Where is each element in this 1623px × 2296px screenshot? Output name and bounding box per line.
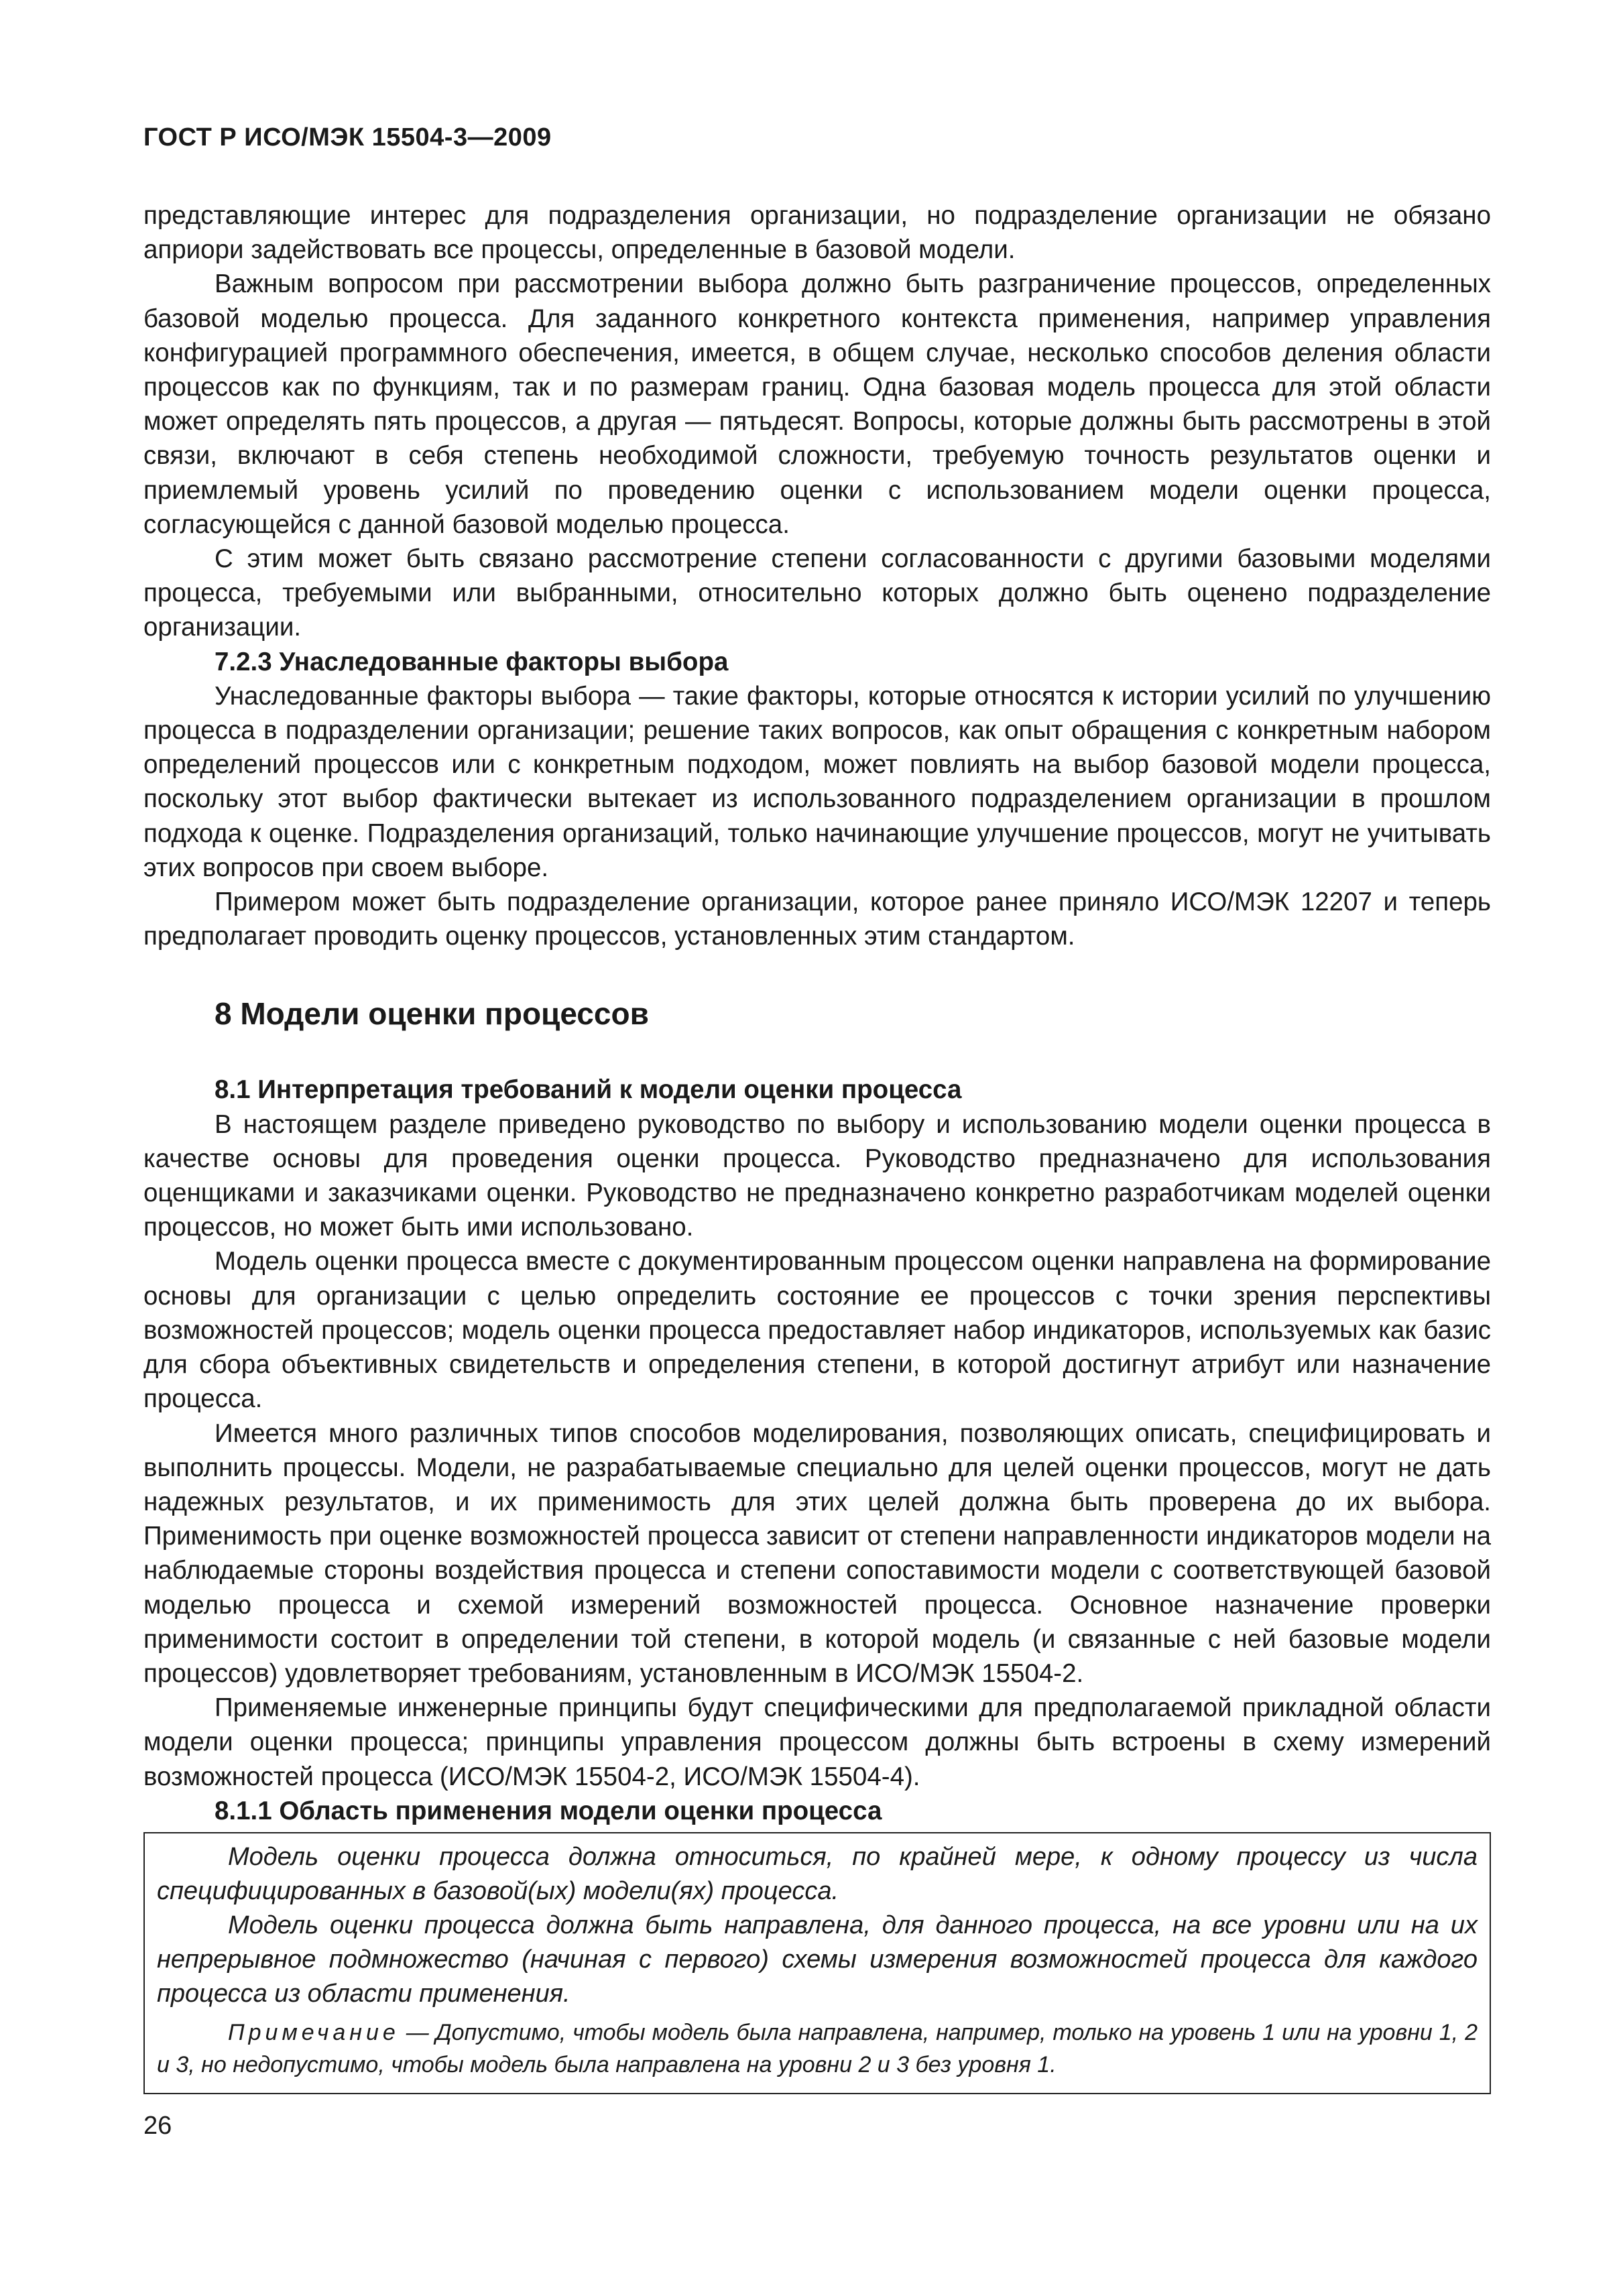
paragraph-continuation: представляющие интерес для подразделения организации, но подразделение организации не обязано априори задействовать все процессы, определенные в базовой модели. <box>143 201 1491 265</box>
section-heading-8-1-1: 8.1.1 Область применения модели оценки процесса <box>215 1796 882 1825</box>
requirement-text: Модель оценки процесса должна относиться, по крайней мере, к одному процессу из числа специфицированных в базовой(ых) модели(ях) процесса. <box>157 1842 1478 1905</box>
paragraph: Унаследованные факторы выбора — такие факторы, которые относятся к истории усилий по улучшению процесса в подразделении организации; решение таких вопросов, как опыт обращения с конкретным набором определений процессов или с конкретным подходом, может повлиять на выбор базовой модели процесса, поскольку этот выбор фактически вытекает из использованного подразделением организации в прошлом подхода к оценке. Подразделения организаций, только начинающие улучшение процессов, могут не учитывать этих вопросов при своем выборе. <box>143 681 1491 882</box>
requirement-text: Модель оценки процесса должна быть направлена, для данного процесса, на все уровни или на их непрерывное подмножество (начиная с первого) схемы измерения возможностей процесса для каждого процесса из области применения. <box>157 1911 1478 2008</box>
page-number: 26 <box>143 2112 172 2140</box>
requirements-box <box>143 1832 1491 2094</box>
note-label: Примечание <box>228 2019 400 2045</box>
paragraph: Применяемые инженерные принципы будут специфическими для предполагаемой прикладной области модели оценки процесса; принципы управления процессом должны быть встроены в схему измерений возможностей процесса (ИСО/МЭК 15504-2, ИСО/МЭК 15504-4). <box>143 1693 1491 1791</box>
note-text: — Допустимо, чтобы модель была направлена, например, только на уровень 1 или на уровни 1, 2 и 3, но недопустимо, чтобы модель была направлена на уровни 2 и 3 без уровня 1. <box>157 2019 1478 2077</box>
page-body <box>143 198 1491 2094</box>
section-heading-8-1: 8.1 Интерпретация требований к модели оценки процесса <box>215 1075 962 1105</box>
paragraph: Модель оценки процесса вместе с документированным процессом оценки направлена на формирование основы для организации с целью определить состояние ее процессов с точки зрения перспективы возможностей процессов; модель оценки процесса предоставляет набор индикаторов, используемых как базис для сбора объективных свидетельств и определения степени, в которой достигнут атрибут или назначение процесса. <box>143 1247 1491 1414</box>
note <box>157 2016 1478 2081</box>
paragraph: Имеется много различных типов способов моделирования, позволяющих описать, специфицировать и выполнить процессы. Модели, не разрабатываемые специально для целей оценки процессов, могут не дать надежных результатов, и их применимость для этих целей должна быть проверена до их выбора. Применимость при оценке возможностей процесса зависит от степени направленности индикаторов модели на наблюдаемые стороны воздействия процесса и степени сопоставимости модели с соответствующей базовой моделью процесса и схемой измерений возможностей процесса. Основное назначение проверки применимости состоит в определении той степени, в которой модель (и связанные с ней базовые модели процессов) удовлетворяет требованиям, установленным в ИСО/МЭК 15504-2. <box>143 1418 1491 1688</box>
paragraph: Примером может быть подразделение организации, которое ранее приняло ИСО/МЭК 12207 и теперь предполагает проводить оценку процессов, установленных этим стандартом. <box>143 888 1491 951</box>
paragraph: Важным вопросом при рассмотрении выбора должно быть разграничение процессов, определенных базовой моделью процесса. Для заданного конкретного контекста применения, например управления конфигурацией программного обеспечения, имеется, в общем случае, несколько способов деления области процессов как по функциям, так и по размерам границ. Одна базовая модель процесса для этой области может определять пять процессов, а другая — пятьдесят. Вопросы, которые должны быть рассмотрены в этой связи, включают в себя степень необходимой сложности, требуемую точность результатов оценки и приемлемый уровень усилий по проведению оценки с использованием модели оценки процесса, согласующейся с данной базовой моделью процесса. <box>143 269 1491 539</box>
section-heading-7-2-3: 7.2.3 Унаследованные факторы выбора <box>215 647 729 676</box>
paragraph: В настоящем разделе приведено руководство по выбору и использованию модели оценки процесса в качестве основы для проведения оценки процесса. Руководство предназначено для использования оценщиками и заказчиками оценки. Руководство не предназначено конкретно разработчикам моделей оценки процессов, но может быть ими использовано. <box>143 1109 1491 1242</box>
paragraph: С этим может быть связано рассмотрение степени согласованности с другими базовыми моделями процесса, требуемыми или выбранными, относительно которых должно быть оценено подразделение организации. <box>143 544 1491 642</box>
section-heading-8: 8 Модели оценки процессов <box>215 996 649 1032</box>
document-header: ГОСТ Р ИСО/МЭК 15504-3—2009 <box>143 123 552 152</box>
